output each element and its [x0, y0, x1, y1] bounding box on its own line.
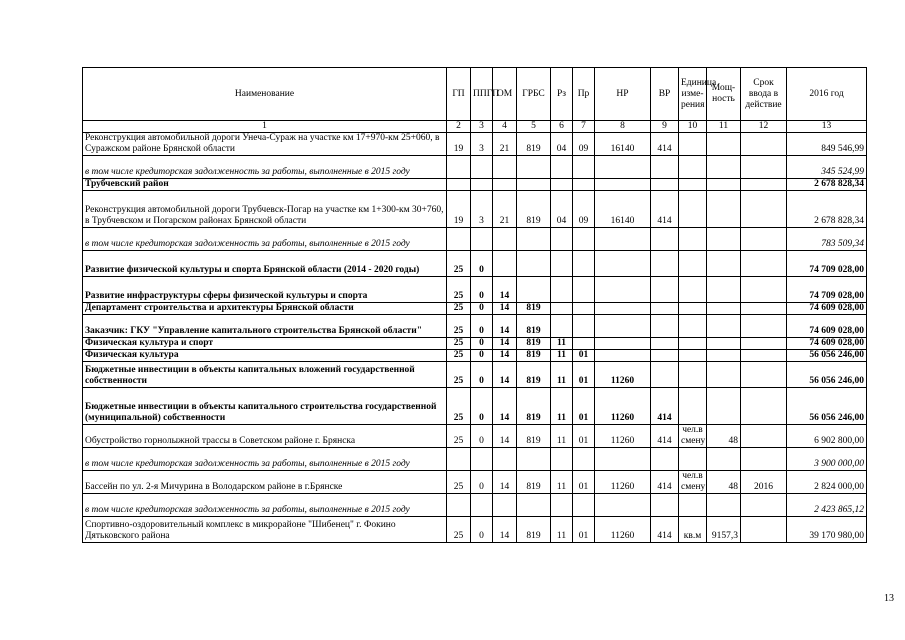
row-grbs	[517, 448, 551, 471]
row-gp: 19	[447, 133, 471, 156]
row-om	[493, 179, 517, 191]
row-capacity	[707, 362, 741, 388]
row-pr	[573, 494, 595, 517]
row-amount: 345 524,99	[787, 156, 867, 179]
budget-table	[82, 67, 867, 543]
row-rz	[551, 315, 573, 338]
row-rz	[551, 494, 573, 517]
row-ppgp	[471, 228, 493, 251]
row-name: Реконструкция автомобильной дороги Унеча-Сураж на участке км 17+970-км 25+060, в Суражском районе Брянской области	[83, 133, 447, 156]
row-capacity: 9157,3	[707, 517, 741, 543]
row-ppgp: 3	[471, 191, 493, 228]
row-ppgp	[471, 494, 493, 517]
row-nr	[595, 179, 651, 191]
column-number: 1	[83, 121, 447, 133]
row-amount: 74 709 028,00	[787, 251, 867, 277]
row-om: 14	[493, 315, 517, 338]
row-unit	[679, 251, 707, 277]
row-gp: 25	[447, 471, 471, 494]
table-row	[83, 156, 867, 179]
row-term	[741, 494, 787, 517]
row-capacity	[707, 350, 741, 362]
row-om	[493, 251, 517, 277]
row-vr: 414	[651, 517, 679, 543]
row-vr	[651, 338, 679, 350]
table-row	[83, 362, 867, 388]
row-pr	[573, 251, 595, 277]
row-om	[493, 448, 517, 471]
column-number-row	[83, 121, 867, 133]
header-capacity: Мощ-ность	[707, 68, 741, 121]
row-vr	[651, 350, 679, 362]
row-grbs	[517, 179, 551, 191]
row-vr: 414	[651, 388, 679, 425]
row-vr	[651, 315, 679, 338]
row-term	[741, 425, 787, 448]
row-name: Трубчевский район	[83, 179, 447, 191]
row-gp: 25	[447, 251, 471, 277]
row-pr: 01	[573, 471, 595, 494]
row-unit	[679, 277, 707, 303]
row-vr	[651, 156, 679, 179]
row-rz: 04	[551, 191, 573, 228]
row-name: Физическая культура	[83, 350, 447, 362]
table-row	[83, 448, 867, 471]
row-rz: 11	[551, 362, 573, 388]
row-unit	[679, 494, 707, 517]
row-gp: 25	[447, 362, 471, 388]
row-rz	[551, 156, 573, 179]
row-grbs	[517, 494, 551, 517]
row-gp: 25	[447, 517, 471, 543]
row-unit	[679, 179, 707, 191]
row-unit: чел.в смену	[679, 425, 707, 448]
row-term	[741, 277, 787, 303]
row-grbs: 819	[517, 425, 551, 448]
row-vr: 414	[651, 133, 679, 156]
row-capacity	[707, 448, 741, 471]
row-grbs: 819	[517, 362, 551, 388]
column-number: 6	[551, 121, 573, 133]
row-unit	[679, 315, 707, 338]
row-vr	[651, 494, 679, 517]
row-om	[493, 494, 517, 517]
row-unit	[679, 303, 707, 315]
row-name: Департамент строительства и архитектуры Брянской области	[83, 303, 447, 315]
row-name: Реконструкция автомобильной дороги Трубчевск-Погар на участке км 1+300-км 30+760, в Трубчевском и Погарском районах Брянской области	[83, 191, 447, 228]
row-name: в том числе кредиторская задолженность за работы, выполненные в 2015 году	[83, 448, 447, 471]
row-nr: 11260	[595, 471, 651, 494]
row-nr	[595, 350, 651, 362]
table-row	[83, 179, 867, 191]
row-rz: 11	[551, 350, 573, 362]
table-row	[83, 350, 867, 362]
row-pr: 01	[573, 517, 595, 543]
row-grbs: 819	[517, 517, 551, 543]
row-name: Бюджетные инвестиции в объекты капитальных вложений государственной собственности	[83, 362, 447, 388]
row-ppgp: 0	[471, 425, 493, 448]
row-ppgp	[471, 448, 493, 471]
row-gp: 25	[447, 388, 471, 425]
row-name: в том числе кредиторская задолженность за работы, выполненные в 2015 году	[83, 494, 447, 517]
row-amount: 56 056 246,00	[787, 388, 867, 425]
row-ppgp: 0	[471, 350, 493, 362]
row-vr	[651, 277, 679, 303]
table-row	[83, 494, 867, 517]
row-om: 21	[493, 133, 517, 156]
row-ppgp: 0	[471, 277, 493, 303]
row-term	[741, 362, 787, 388]
column-number: 10	[679, 121, 707, 133]
row-rz	[551, 251, 573, 277]
row-gp	[447, 228, 471, 251]
column-number: 13	[787, 121, 867, 133]
header-year: 2016 год	[787, 68, 867, 121]
row-vr	[651, 228, 679, 251]
row-grbs: 819	[517, 191, 551, 228]
row-grbs	[517, 156, 551, 179]
row-ppgp	[471, 156, 493, 179]
row-unit	[679, 133, 707, 156]
row-capacity	[707, 303, 741, 315]
row-unit: чел.в смену	[679, 471, 707, 494]
row-rz: 04	[551, 133, 573, 156]
row-nr	[595, 251, 651, 277]
row-ppgp: 0	[471, 362, 493, 388]
row-grbs: 819	[517, 303, 551, 315]
row-amount: 6 902 800,00	[787, 425, 867, 448]
row-om	[493, 228, 517, 251]
row-om: 14	[493, 277, 517, 303]
row-rz	[551, 303, 573, 315]
table-row	[83, 315, 867, 338]
row-gp: 25	[447, 338, 471, 350]
row-pr	[573, 448, 595, 471]
row-nr: 16140	[595, 133, 651, 156]
row-vr	[651, 251, 679, 277]
header-row	[83, 68, 867, 121]
row-capacity	[707, 179, 741, 191]
row-pr	[573, 179, 595, 191]
row-pr	[573, 277, 595, 303]
row-pr: 01	[573, 388, 595, 425]
row-unit	[679, 191, 707, 228]
row-name: Развитие инфраструктуры сферы физической культуры и спорта	[83, 277, 447, 303]
column-number: 4	[493, 121, 517, 133]
row-name: Обустройство горнолыжной трассы в Советском районе г. Брянска	[83, 425, 447, 448]
row-ppgp: 0	[471, 388, 493, 425]
row-rz: 11	[551, 425, 573, 448]
row-unit	[679, 448, 707, 471]
header-term: Срок ввода в действие	[741, 68, 787, 121]
row-pr: 01	[573, 362, 595, 388]
row-rz	[551, 179, 573, 191]
table-row	[83, 517, 867, 543]
row-capacity	[707, 191, 741, 228]
header-gp: ГП	[447, 68, 471, 121]
row-grbs	[517, 277, 551, 303]
row-capacity	[707, 228, 741, 251]
row-nr: 11260	[595, 425, 651, 448]
row-nr: 11260	[595, 388, 651, 425]
row-term	[741, 388, 787, 425]
row-term	[741, 338, 787, 350]
row-amount: 74 609 028,00	[787, 338, 867, 350]
table-row	[83, 303, 867, 315]
table-row	[83, 338, 867, 350]
column-number: 7	[573, 121, 595, 133]
row-term	[741, 350, 787, 362]
row-pr	[573, 156, 595, 179]
row-capacity	[707, 133, 741, 156]
row-capacity	[707, 251, 741, 277]
row-nr	[595, 315, 651, 338]
row-ppgp: 0	[471, 315, 493, 338]
table-row	[83, 133, 867, 156]
row-om: 14	[493, 388, 517, 425]
row-gp: 25	[447, 277, 471, 303]
row-amount: 2 678 828,34	[787, 191, 867, 228]
row-rz: 11	[551, 471, 573, 494]
row-rz: 11	[551, 338, 573, 350]
row-grbs: 819	[517, 388, 551, 425]
row-nr	[595, 228, 651, 251]
row-om: 14	[493, 362, 517, 388]
row-amount: 3 900 000,00	[787, 448, 867, 471]
row-name: в том числе кредиторская задолженность за работы, выполненные в 2015 году	[83, 156, 447, 179]
header-nr: НР	[595, 68, 651, 121]
row-term	[741, 448, 787, 471]
row-gp: 25	[447, 350, 471, 362]
row-om	[493, 156, 517, 179]
row-vr: 414	[651, 191, 679, 228]
header-grbs: ГРБС	[517, 68, 551, 121]
row-rz: 11	[551, 388, 573, 425]
row-pr: 01	[573, 350, 595, 362]
row-amount: 2 824 000,00	[787, 471, 867, 494]
row-name: Развитие физической культуры и спорта Брянской области (2014 - 2020 годы)	[83, 251, 447, 277]
row-vr	[651, 179, 679, 191]
row-vr: 414	[651, 425, 679, 448]
row-nr	[595, 277, 651, 303]
row-om: 14	[493, 425, 517, 448]
header-unit: Единица изме-рения	[679, 68, 707, 121]
header-name: Наименование	[83, 68, 447, 121]
row-amount: 849 546,99	[787, 133, 867, 156]
row-gp	[447, 494, 471, 517]
row-nr: 11260	[595, 517, 651, 543]
row-capacity	[707, 277, 741, 303]
row-nr	[595, 303, 651, 315]
row-rz	[551, 228, 573, 251]
table-row	[83, 277, 867, 303]
row-unit	[679, 388, 707, 425]
row-ppgp: 0	[471, 338, 493, 350]
table-row	[83, 191, 867, 228]
row-amount: 74 709 028,00	[787, 277, 867, 303]
row-term	[741, 303, 787, 315]
row-amount: 74 609 028,00	[787, 303, 867, 315]
row-ppgp: 0	[471, 471, 493, 494]
table-row	[83, 388, 867, 425]
row-grbs: 819	[517, 133, 551, 156]
row-om: 14	[493, 338, 517, 350]
table-row	[83, 228, 867, 251]
row-name: Бюджетные инвестиции в объекты капитального строительства государственной (муниципальной) собственности	[83, 388, 447, 425]
row-capacity	[707, 388, 741, 425]
row-pr: 01	[573, 425, 595, 448]
row-capacity	[707, 156, 741, 179]
row-term	[741, 228, 787, 251]
row-nr	[595, 156, 651, 179]
row-amount: 74 609 028,00	[787, 315, 867, 338]
row-om: 14	[493, 517, 517, 543]
row-amount: 2 678 828,34	[787, 179, 867, 191]
row-unit	[679, 228, 707, 251]
row-grbs: 819	[517, 350, 551, 362]
row-rz	[551, 277, 573, 303]
row-capacity	[707, 338, 741, 350]
column-number: 2	[447, 121, 471, 133]
header-rz: Рз	[551, 68, 573, 121]
table-row	[83, 471, 867, 494]
column-number: 11	[707, 121, 741, 133]
row-grbs: 819	[517, 315, 551, 338]
row-grbs: 819	[517, 471, 551, 494]
column-number: 5	[517, 121, 551, 133]
row-rz	[551, 448, 573, 471]
row-vr	[651, 303, 679, 315]
row-nr	[595, 448, 651, 471]
row-pr	[573, 228, 595, 251]
page-number: 13	[884, 593, 894, 604]
row-amount: 56 056 246,00	[787, 350, 867, 362]
row-pr	[573, 315, 595, 338]
row-ppgp: 0	[471, 251, 493, 277]
row-om: 14	[493, 350, 517, 362]
row-rz: 11	[551, 517, 573, 543]
row-capacity: 48	[707, 425, 741, 448]
header-vr: ВР	[651, 68, 679, 121]
row-term: 2016	[741, 471, 787, 494]
row-capacity	[707, 315, 741, 338]
row-vr: 414	[651, 471, 679, 494]
row-amount: 2 423 865,12	[787, 494, 867, 517]
row-grbs: 819	[517, 338, 551, 350]
row-term	[741, 191, 787, 228]
row-nr	[595, 338, 651, 350]
row-term	[741, 517, 787, 543]
row-term	[741, 179, 787, 191]
row-pr	[573, 338, 595, 350]
header-om: ОМ	[493, 68, 517, 121]
row-vr	[651, 448, 679, 471]
row-ppgp: 0	[471, 303, 493, 315]
row-term	[741, 251, 787, 277]
row-gp: 19	[447, 191, 471, 228]
row-amount: 783 509,34	[787, 228, 867, 251]
column-number: 3	[471, 121, 493, 133]
column-number: 12	[741, 121, 787, 133]
row-gp: 25	[447, 315, 471, 338]
row-name: Бассейн по ул. 2-я Мичурина в Володарском районе в г.Брянске	[83, 471, 447, 494]
header-pr: Пр	[573, 68, 595, 121]
row-amount: 39 170 980,00	[787, 517, 867, 543]
table-row	[83, 425, 867, 448]
row-pr	[573, 303, 595, 315]
row-gp: 25	[447, 303, 471, 315]
row-name: Спортивно-оздоровительный комплекс в микрорайоне "Шибенец" г. Фокино Дятьковского района	[83, 517, 447, 543]
row-term	[741, 156, 787, 179]
row-ppgp	[471, 179, 493, 191]
row-grbs	[517, 228, 551, 251]
row-unit	[679, 338, 707, 350]
row-unit: кв.м	[679, 517, 707, 543]
row-gp	[447, 179, 471, 191]
row-term	[741, 315, 787, 338]
row-nr: 16140	[595, 191, 651, 228]
row-gp	[447, 448, 471, 471]
row-pr: 09	[573, 133, 595, 156]
row-om: 14	[493, 303, 517, 315]
row-pr: 09	[573, 191, 595, 228]
row-unit	[679, 350, 707, 362]
row-gp: 25	[447, 425, 471, 448]
column-number: 9	[651, 121, 679, 133]
row-nr: 11260	[595, 362, 651, 388]
row-nr	[595, 494, 651, 517]
row-name: в том числе кредиторская задолженность за работы, выполненные в 2015 году	[83, 228, 447, 251]
row-capacity	[707, 494, 741, 517]
row-grbs	[517, 251, 551, 277]
row-name: Физическая культура и спорт	[83, 338, 447, 350]
row-vr	[651, 362, 679, 388]
row-om: 14	[493, 471, 517, 494]
row-ppgp: 3	[471, 133, 493, 156]
row-gp	[447, 156, 471, 179]
column-number: 8	[595, 121, 651, 133]
row-name: Заказчик: ГКУ "Управление капитального строительства Брянской области"	[83, 315, 447, 338]
row-unit	[679, 362, 707, 388]
row-capacity: 48	[707, 471, 741, 494]
row-ppgp: 0	[471, 517, 493, 543]
row-unit	[679, 156, 707, 179]
row-amount: 56 056 246,00	[787, 362, 867, 388]
row-om: 21	[493, 191, 517, 228]
table-row	[83, 251, 867, 277]
row-term	[741, 133, 787, 156]
header-ppgp: ППГП	[471, 68, 493, 121]
